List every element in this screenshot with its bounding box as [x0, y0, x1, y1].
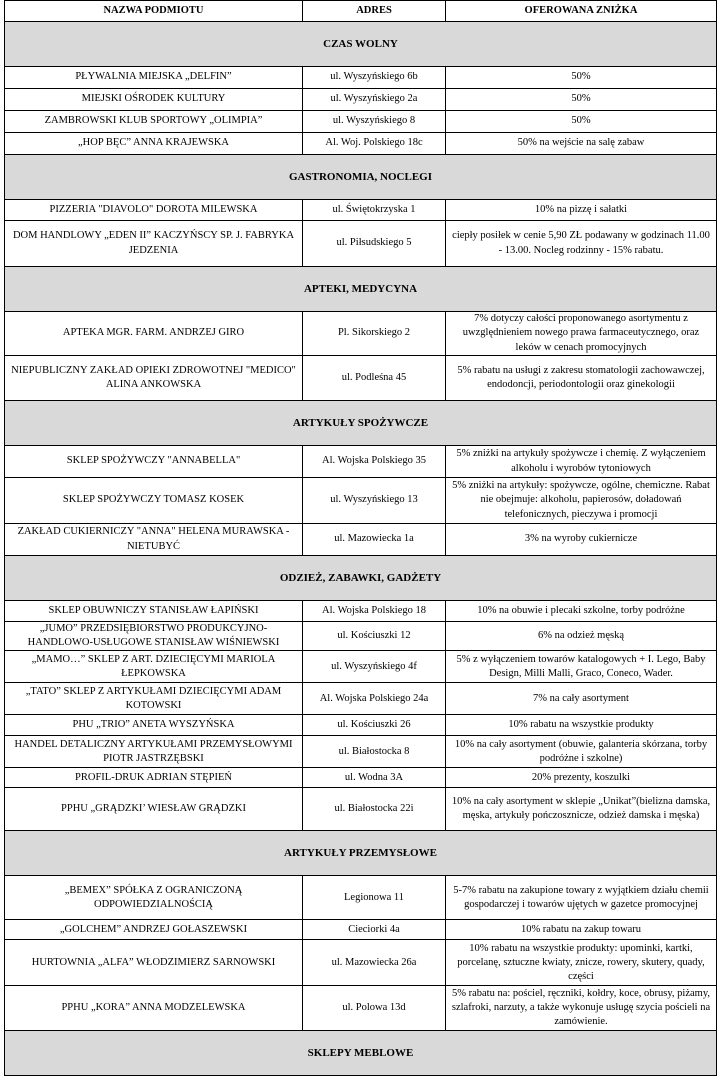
discount-cell: 5% zniżki na artykuły spożywcze i chemię. Z wyłączeniem alkoholu i wyrobów tytoniowych — [446, 446, 717, 478]
table-row — [5, 736, 717, 768]
address-cell: ul. Wyszyńskiego 6b — [303, 67, 446, 89]
table-row — [5, 622, 717, 651]
entity-name-cell: PHU „TRIO” ANETA WYSZYŃSKA — [5, 715, 303, 736]
table-row — [5, 683, 717, 715]
address-cell: ul. Białostocka 8 — [303, 736, 446, 768]
discount-cell: 10% na cały asortyment w sklepie „Unikat”(bielizna damska, męska, artykuły pończosznicze, odzież damska i męska) — [446, 788, 717, 831]
entity-name-cell: APTEKA MGR. FARM. ANDRZEJ GIRO — [5, 312, 303, 356]
discount-cell: 7% dotyczy całości proponowanego asortymentu z uwzględnieniem nowego prawa farmaceutycznego, oraz leków w cenach promocyjnych — [446, 312, 717, 356]
entity-name-cell: „JUMO” PRZEDSIĘBIORSTWO PRODUKCYJNO-HANDLOWO-USŁUGOWE STANISŁAW WIŚNIEWSKI — [5, 622, 303, 651]
header-name: NAZWA PODMIOTU — [5, 1, 303, 22]
address-cell: ul. Wyszyńskiego 2a — [303, 89, 446, 111]
discount-cell: 50% — [446, 89, 717, 111]
category-title: GASTRONOMIA, NOCLEGI — [5, 155, 717, 200]
address-cell: ul. Wyszyńskiego 8 — [303, 111, 446, 133]
table-row — [5, 111, 717, 133]
address-cell: ul. Wyszyńskiego 13 — [303, 478, 446, 524]
address-cell: Pl. Sikorskiego 2 — [303, 312, 446, 356]
entity-name-cell: ZAKŁAD CUKIERNICZY "ANNA" HELENA MURAWSKA - NIETUBYĆ — [5, 524, 303, 556]
entity-name-cell: MIEJSKI OŚRODEK KULTURY — [5, 89, 303, 111]
category-title: ARTYKUŁY PRZEMYSŁOWE — [5, 831, 717, 876]
entity-name-cell: DOM HANDLOWY „EDEN II” KACZYŃSCY SP. J. FABRYKA JEDZENIA — [5, 221, 303, 267]
table-row — [5, 715, 717, 736]
discount-cell: 5% zniżki na artykuły: spożywcze, ogólne, chemiczne. Rabat nie obejmuje: alkoholu, papierosów, doładowań telefonicznych, pieczywa i promocji — [446, 478, 717, 524]
entity-name-cell: ZAMBROWSKI KLUB SPORTOWY „OLIMPIA” — [5, 111, 303, 133]
entity-name-cell: „HOP BĘC” ANNA KRAJEWSKA — [5, 133, 303, 155]
discount-cell: ciepły posiłek w cenie 5,90 ZŁ podawany w godzinach 11.00 - 13.00. Nocleg rodzinny - 15% rabatu. — [446, 221, 717, 267]
entity-name-cell: „TATO” SKLEP Z ARTYKUŁAMI DZIECIĘCYMI ADAM KOTOWSKI — [5, 683, 303, 715]
entity-name-cell: HANDEL DETALICZNY ARTYKUŁAMI PRZEMYSŁOWYMI PIOTR JASTRZĘBSKI — [5, 736, 303, 768]
table-row — [5, 524, 717, 556]
category-title: SKLEPY MEBLOWE — [5, 1031, 717, 1076]
table-row — [5, 788, 717, 831]
entity-name-cell: PIZZERIA "DIAVOLO" DOROTA MILEWSKA — [5, 200, 303, 221]
address-cell: Al. Wojska Polskiego 35 — [303, 446, 446, 478]
discount-cell: 20% prezenty, koszulki — [446, 768, 717, 788]
table-row — [5, 651, 717, 683]
address-cell: Legionowa 11 — [303, 876, 446, 920]
table-row — [5, 356, 717, 401]
category-row — [5, 267, 717, 312]
discount-cell: 6% na odzież męską — [446, 622, 717, 651]
discount-cell: 3% na wyroby cukiernicze — [446, 524, 717, 556]
table-row — [5, 446, 717, 478]
table-row — [5, 200, 717, 221]
table-row — [5, 920, 717, 940]
table-row — [5, 478, 717, 524]
entity-name-cell: NIEPUBLICZNY ZAKŁAD OPIEKI ZDROWOTNEJ "MEDICO" ALINA ANKOWSKA — [5, 356, 303, 401]
discount-cell: 50% — [446, 67, 717, 89]
entity-name-cell: „BEMEX” SPÓŁKA Z OGRANICZONĄ ODPOWIEDZIALNOŚCIĄ — [5, 876, 303, 920]
address-cell: Al. Wojska Polskiego 24a — [303, 683, 446, 715]
address-cell: ul. Wodna 3A — [303, 768, 446, 788]
category-title: ARTYKUŁY SPOŻYWCZE — [5, 401, 717, 446]
address-cell: Al. Woj. Polskiego 18c — [303, 133, 446, 155]
discount-table — [4, 0, 717, 1076]
table-body — [5, 22, 717, 1076]
address-cell: Al. Wojska Polskiego 18 — [303, 601, 446, 622]
address-cell: ul. Mazowiecka 26a — [303, 940, 446, 986]
category-title: CZAS WOLNY — [5, 22, 717, 67]
address-cell: ul. Kościuszki 26 — [303, 715, 446, 736]
address-cell: ul. Wyszyńskiego 4f — [303, 651, 446, 683]
category-row — [5, 401, 717, 446]
category-row — [5, 1031, 717, 1076]
category-title: ODZIEŻ, ZABAWKI, GADŻETY — [5, 556, 717, 601]
table-row — [5, 986, 717, 1031]
discount-cell: 10% rabatu na wszystkie produkty: upominki, kartki, porcelanę, sztuczne kwiaty, znicze, rowery, skutery, quady, części — [446, 940, 717, 986]
table-row — [5, 940, 717, 986]
address-cell: ul. Piłsudskiego 5 — [303, 221, 446, 267]
address-cell: ul. Mazowiecka 1a — [303, 524, 446, 556]
category-row — [5, 22, 717, 67]
header-row — [5, 1, 717, 22]
header-address: ADRES — [303, 1, 446, 22]
entity-name-cell: PROFIL-DRUK ADRIAN STĘPIEŃ — [5, 768, 303, 788]
discount-cell: 50% — [446, 111, 717, 133]
discount-cell: 5% rabatu na: pościel, ręczniki, kołdry, koce, obrusy, piżamy, szlafroki, narzuty, a także wykonuje usługę szycia pościeli na zamówienie. — [446, 986, 717, 1031]
entity-name-cell: HURTOWNIA „ALFA” WŁODZIMIERZ SARNOWSKI — [5, 940, 303, 986]
entity-name-cell: PŁYWALNIA MIEJSKA „DELFIN” — [5, 67, 303, 89]
table-row — [5, 67, 717, 89]
category-row — [5, 556, 717, 601]
entity-name-cell: „MAMO…” SKLEP Z ART. DZIECIĘCYMI MARIOLA ŁEPKOWSKA — [5, 651, 303, 683]
address-cell: Cieciorki 4a — [303, 920, 446, 940]
table-row — [5, 768, 717, 788]
table-row — [5, 601, 717, 622]
table-row — [5, 133, 717, 155]
discount-cell: 10% na obuwie i plecaki szkolne, torby podróżne — [446, 601, 717, 622]
category-row — [5, 831, 717, 876]
entity-name-cell: „GOLCHEM” ANDRZEJ GOŁASZEWSKI — [5, 920, 303, 940]
discount-cell: 5% z wyłączeniem towarów katalogowych + I. Lego, Baby Design, Milli Malli, Graco, Coneco, Wader. — [446, 651, 717, 683]
table-row — [5, 221, 717, 267]
discount-cell: 5-7% rabatu na zakupione towary z wyjątkiem działu chemii gospodarczej i towarów ujętych w gazetce promocyjnej — [446, 876, 717, 920]
address-cell: ul. Kościuszki 12 — [303, 622, 446, 651]
discount-cell: 7% na cały asortyment — [446, 683, 717, 715]
entity-name-cell: SKLEP SPOŻYWCZY "ANNABELLA" — [5, 446, 303, 478]
discount-cell: 10% na cały asortyment (obuwie, galanteria skórzana, torby podróżne i szkolne) — [446, 736, 717, 768]
discount-cell: 50% na wejście na salę zabaw — [446, 133, 717, 155]
discount-cell: 10% na pizzę i sałatki — [446, 200, 717, 221]
category-title: APTEKI, MEDYCYNA — [5, 267, 717, 312]
entity-name-cell: SKLEP OBUWNICZY STANISŁAW ŁAPIŃSKI — [5, 601, 303, 622]
address-cell: ul. Polowa 13d — [303, 986, 446, 1031]
table-row — [5, 89, 717, 111]
header-discount: OFEROWANA ZNIŻKA — [446, 1, 717, 22]
entity-name-cell: SKLEP SPOŻYWCZY TOMASZ KOSEK — [5, 478, 303, 524]
entity-name-cell: PPHU „KORA” ANNA MODZELEWSKA — [5, 986, 303, 1031]
address-cell: ul. Świętokrzyska 1 — [303, 200, 446, 221]
address-cell: ul. Podleśna 45 — [303, 356, 446, 401]
discount-cell: 10% rabatu na zakup towaru — [446, 920, 717, 940]
discount-cell: 5% rabatu na usługi z zakresu stomatologii zachowawczej, endodoncji, periodontologii oraz ginekologii — [446, 356, 717, 401]
table-row — [5, 312, 717, 356]
table-row — [5, 876, 717, 920]
category-row — [5, 155, 717, 200]
address-cell: ul. Białostocka 22i — [303, 788, 446, 831]
entity-name-cell: PPHU „GRĄDZKI’ WIESŁAW GRĄDZKI — [5, 788, 303, 831]
discount-cell: 10% rabatu na wszystkie produkty — [446, 715, 717, 736]
